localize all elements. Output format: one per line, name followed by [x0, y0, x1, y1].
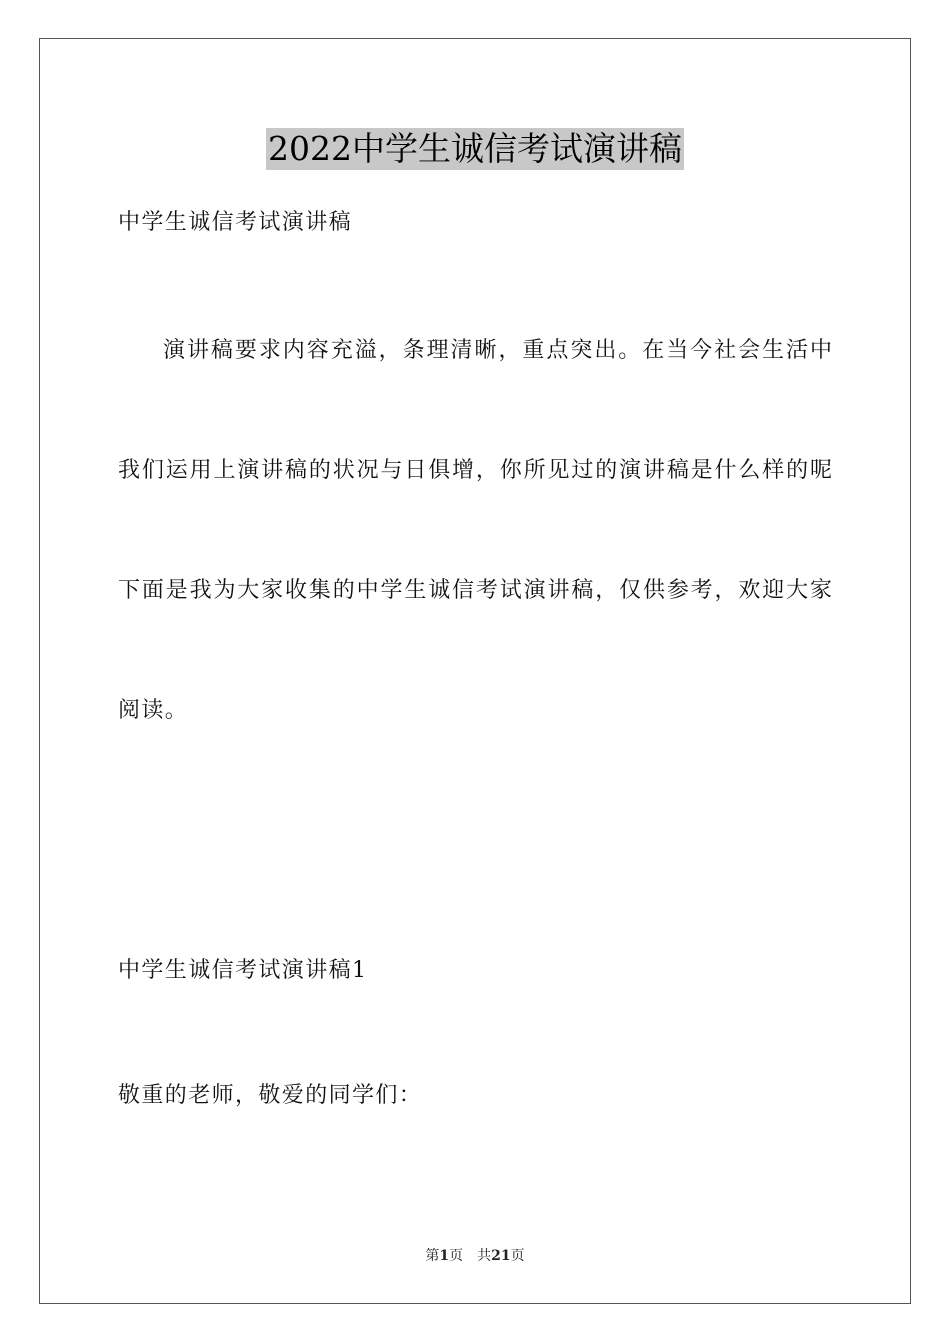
intro-line-1: 演讲稿要求内容充溢，条理清晰，重点突出。在当今社会生活中: [163, 338, 832, 363]
intro-line-4: 阅读。: [118, 698, 189, 723]
intro-line-3: 下面是我为大家收集的中学生诚信考试演讲稿，仅供参考，欢迎大家: [118, 578, 832, 603]
footer-page-number: 1: [439, 1248, 450, 1264]
footer-total-suffix: 页: [510, 1248, 525, 1264]
footer-page-prefix: 第: [425, 1248, 440, 1264]
salutation: 敬重的老师，敬爱的同学们：: [118, 1083, 423, 1108]
document-subtitle: 中学生诚信考试演讲稿: [118, 210, 353, 235]
section-heading: 中学生诚信考试演讲稿1: [118, 958, 368, 983]
footer-page-suffix: 页: [449, 1248, 464, 1264]
page-footer: [0, 1247, 950, 1265]
title-container: [0, 128, 950, 170]
footer-total-pages: 21: [491, 1248, 511, 1264]
intro-line-2: 我们运用上演讲稿的状况与日俱增，你所见过的演讲稿是什么样的呢: [118, 458, 832, 483]
footer-total-prefix: 共: [477, 1248, 492, 1264]
document-title: 2022中学生诚信考试演讲稿: [268, 129, 682, 168]
